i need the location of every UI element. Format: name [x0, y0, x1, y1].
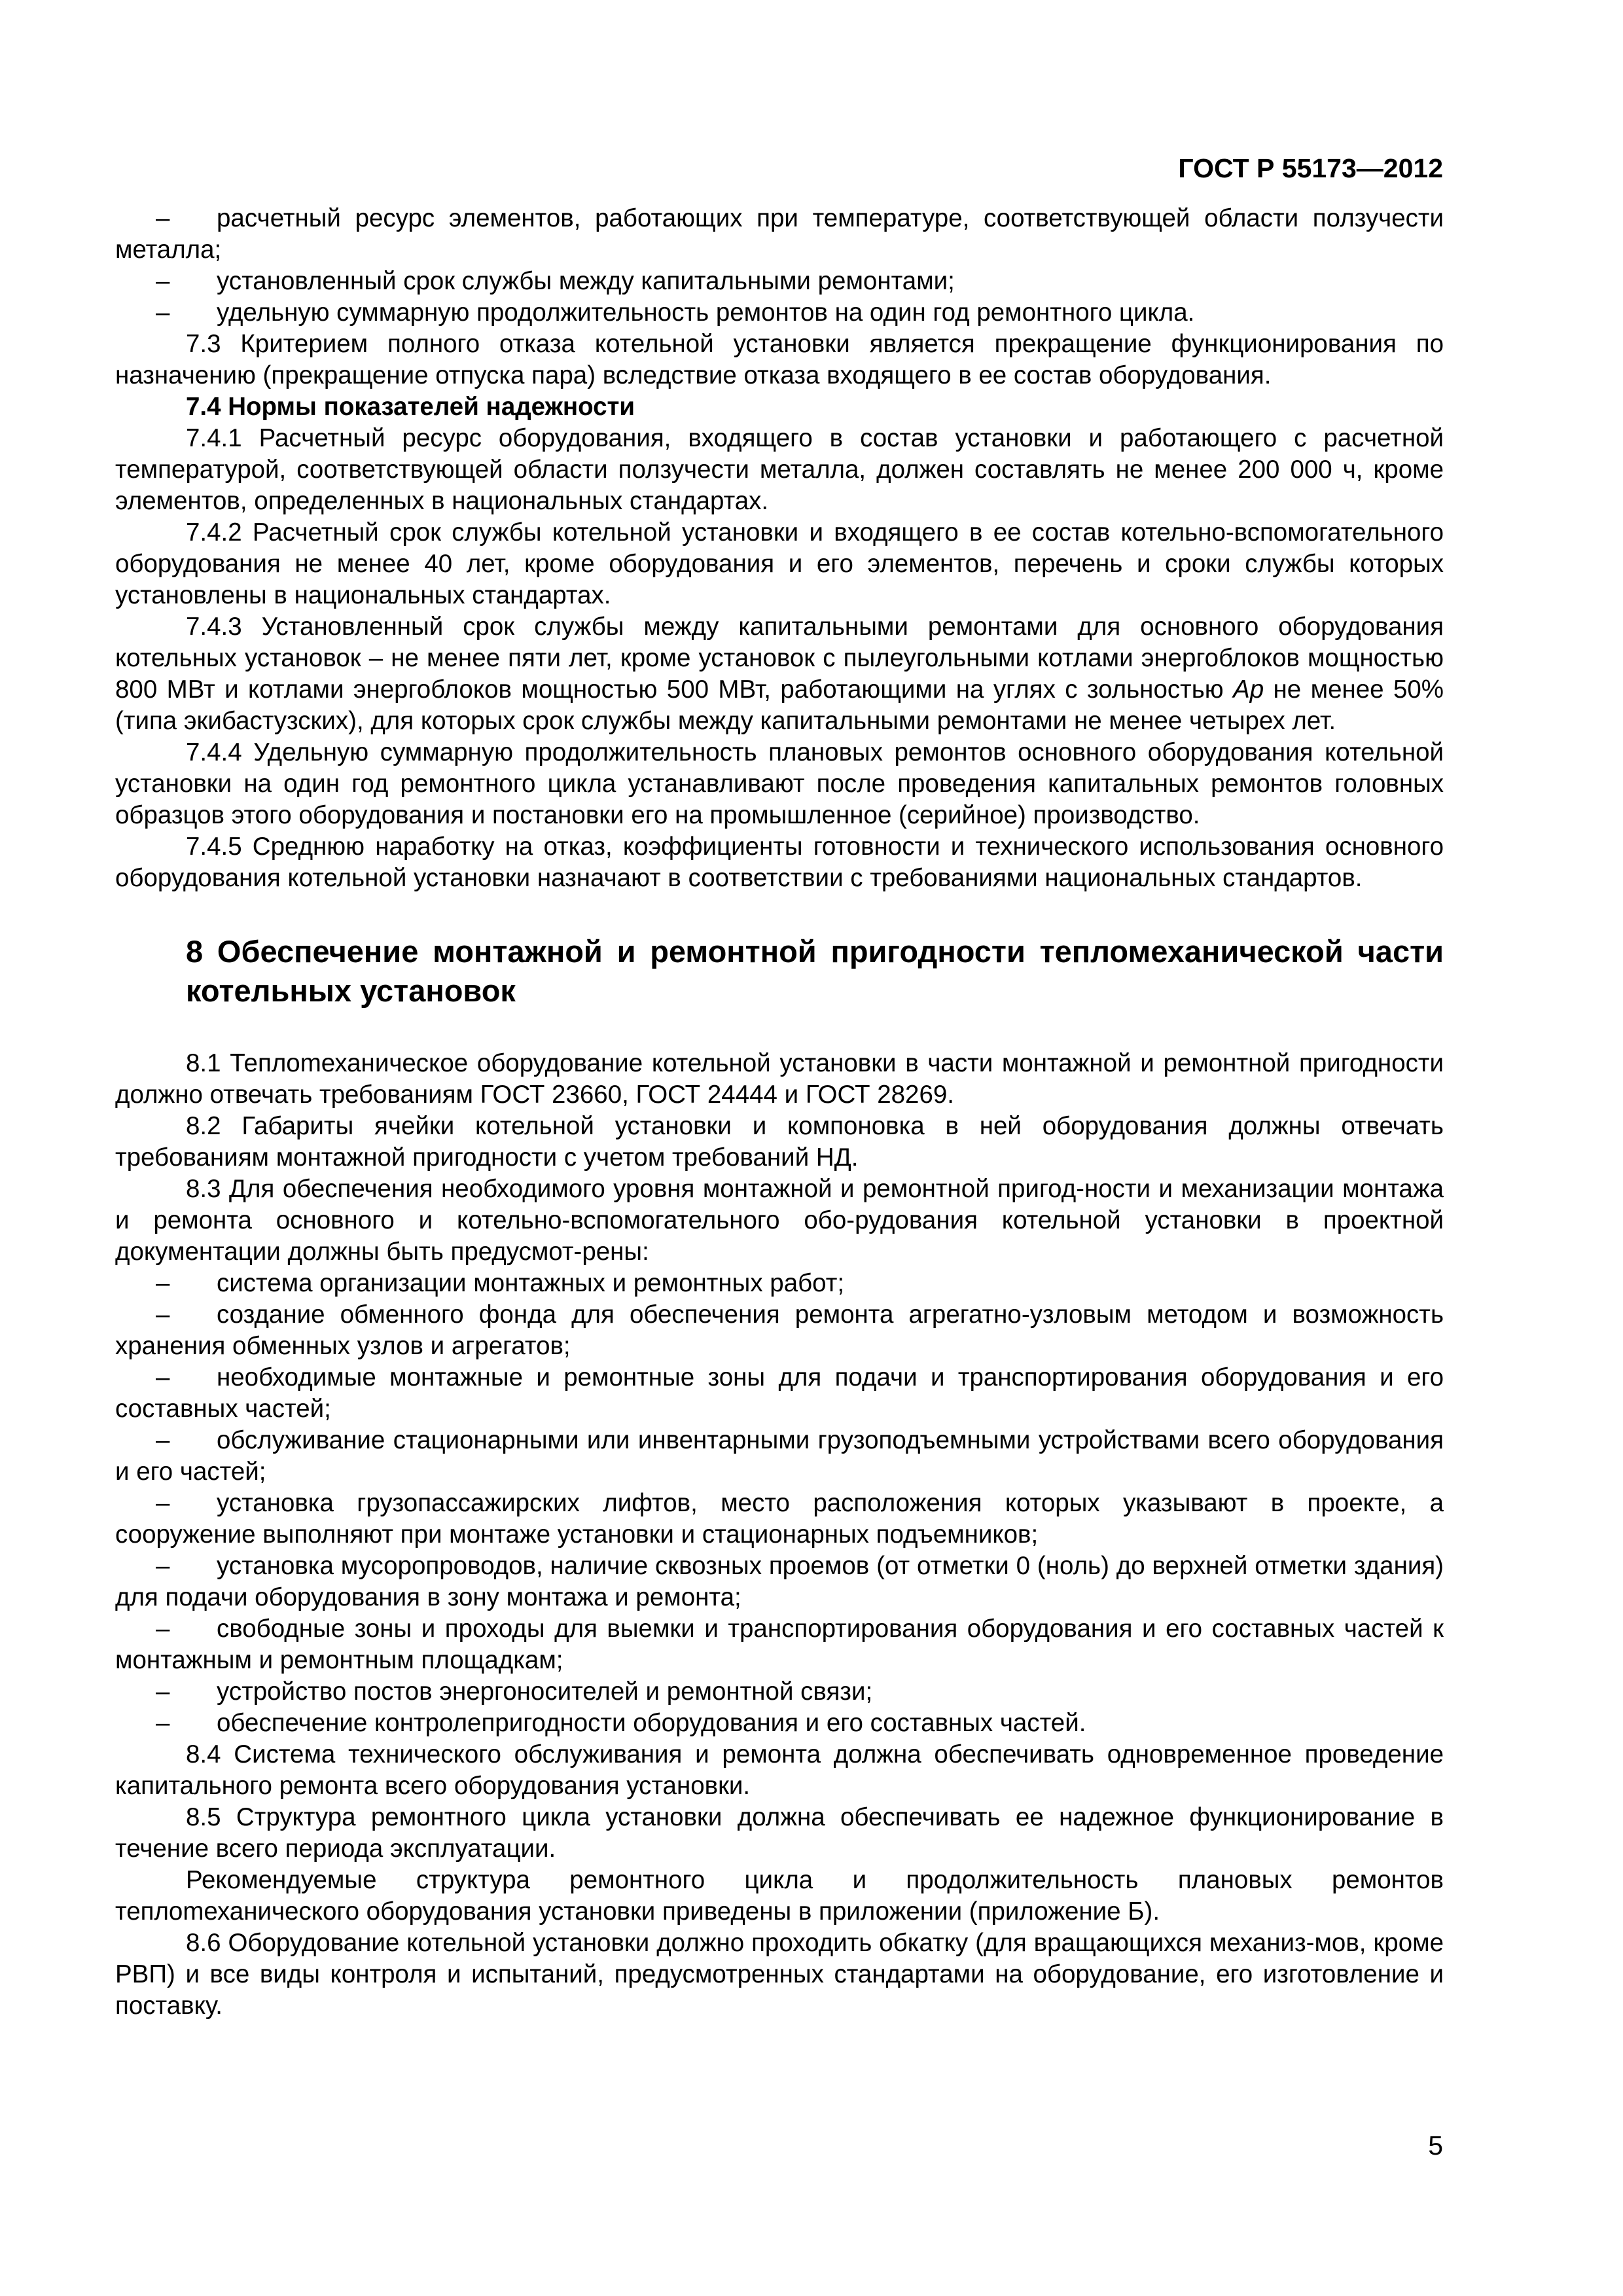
dash-marker: – — [156, 1489, 170, 1517]
document-body — [115, 203, 1444, 2022]
paragraph-7-3: 7.3 Критерием полного отказа котельной установки является прекращение функционирования по назначению (прекращение отпуска пара) вследствие отказа входящего в ее состав оборудования. — [115, 330, 1444, 389]
dash-marker: – — [156, 1363, 170, 1391]
list-item: – устройство постов энергоносителей и ремонтной связи; — [115, 1676, 1444, 1708]
list-item: – обслуживание стационарными или инвентарными грузоподъемными устройствами всего оборудования и его частей; — [115, 1426, 1444, 1486]
paragraph-8-1: 8.1 Теплomеханическое оборудование котельной установки в части монтажной и ремонтной пригодности должно отвечать требованиям ГОСТ 23660, ГОСТ 24444 и ГОСТ 28269. — [115, 1049, 1444, 1109]
list-item: – система организации монтажных и ремонтных работ; — [115, 1268, 1444, 1299]
list-item: – необходимые монтажные и ремонтные зоны для подачи и транспортирования оборудования и его составных частей; — [115, 1363, 1444, 1423]
dash-marker: – — [156, 1615, 170, 1643]
dash-marker: – — [156, 204, 170, 232]
list-item: – установка мусоропроводов, наличие сквозных проемов (от отметки 0 (ноль) до верхней отметки здания) для подачи оборудования в зону монтажа и ремонта; — [115, 1552, 1444, 1611]
dash-marker: – — [156, 267, 170, 295]
list-item: – удельную суммарную продолжительность ремонтов на один год ремонтного цикла. — [115, 297, 1444, 329]
list-item: – обеспечение контролепригодности оборудования и его составных частей. — [115, 1708, 1444, 1739]
subsection-heading-7-4: 7.4 Нормы показателей надежности — [186, 393, 635, 421]
dash-marker: – — [156, 1426, 170, 1454]
dash-marker: – — [156, 1300, 170, 1329]
section-title-8: 8 Обеспечение монтажной и ремонтной пригодности тепломеханической части котельных установок — [186, 934, 1444, 1008]
paragraph-7-4-2: 7.4.2 Расчетный срок службы котельной установки и входящего в ее состав котельно-вспомогательного оборудования не менее 40 лет, кроме оборудования и его элементов, перечень и сроки службы которых установлены в национальных стандартах. — [115, 518, 1444, 609]
paragraph-8-5: 8.5 Структура ремонтного цикла установки должна обеспечивать ее надежное функционирование в течение всего периода эксплуатации. — [115, 1803, 1444, 1863]
dash-marker: – — [156, 1677, 170, 1706]
list-item: – создание обменного фонда для обеспечения ремонта агрегатно-узловым методом и возможность хранения обменных узлов и агрегатов; — [115, 1300, 1444, 1360]
paragraph-8-5-note: Рекомендуемые структура ремонтного цикла и продолжительность плановых ремонтов теплomеханического оборудования установки приведены в приложении (приложение Б). — [115, 1866, 1444, 1926]
italic-symbol: Ap — [1233, 675, 1264, 704]
paragraph-8-6: 8.6 Оборудование котельной установки должно проходить обкатку (для вращающихся механиз-мов, кроме РВП) и все виды контроля и испытаний, предусмотренных стандартами на оборудование, его изготовление и поставку. — [115, 1929, 1444, 2020]
paragraph-8-4: 8.4 Система технического обслуживания и ремонта должна обеспечивать одновременное проведение капитального ремонта всего оборудования установки. — [115, 1740, 1444, 1800]
paragraph-7-4-3: 7.4.3 Установленный срок службы между капитальными ремонтами для основного оборудования котельных установок – не менее пяти лет, кроме установок с пылеугольными котлами энергоблоков мощностью 800 МВт и котлами энергоблоков мощностью 500 МВт, работающими на углях с зольностью Ap не менее 50% (типа экибастузских), для которых срок службы между капитальными ремонтами не менее четырех лет. — [115, 613, 1444, 735]
paragraph-8-3: 8.3 Для обеспечения необходимого уровня монтажной и ремонтной пригод-ности и механизации монтажа и ремонта основного и котельно-вспомогательного обо-рудования котельной установки в проектной документации должны быть предусмот-рены: — [115, 1175, 1444, 1266]
paragraph-7-4-1: 7.4.1 Расчетный ресурс оборудования, входящего в состав установки и работающего с расчетной температурой, соответствующей области ползучести металла, должен составлять не менее 200 000 ч, кроме элементов, определенных в национальных стандартах. — [115, 424, 1444, 515]
list-item: – установленный срок службы между капитальными ремонтами; — [115, 266, 1444, 297]
list-item: – свободные зоны и проходы для выемки и транспортирования оборудования и его составных частей к монтажным и ремонтным площадкам; — [115, 1615, 1444, 1674]
paragraph-7-4-4: 7.4.4 Удельную суммарную продолжительность плановых ремонтов основного оборудования котельной установки на один год ремонтного цикла устанавливают после проведения капитальных ремонтов головных образцов этого оборудования и постановки его на промышленное (серийное) производство. — [115, 738, 1444, 829]
list-item: – расчетный ресурс элементов, работающих при температуре, соответствующей области ползучести металла; — [115, 204, 1444, 264]
page-number: 5 — [1428, 2130, 1443, 2161]
dash-marker: – — [156, 1709, 170, 1737]
dash-marker: – — [156, 1269, 170, 1297]
document-header: ГОСТ Р 55173—2012 — [1178, 153, 1443, 183]
dash-marker: – — [156, 298, 170, 327]
paragraph-8-2: 8.2 Габариты ячейки котельной установки и компоновка в ней оборудования должны отвечать требованиям монтажной пригодности с учетом требований НД. — [115, 1112, 1444, 1172]
paragraph-7-4-5: 7.4.5 Среднюю наработку на отказ, коэффициенты готовности и технического использования основного оборудования котельной установки назначают в соответствии с требованиями национальных стандартов. — [115, 833, 1444, 892]
list-item: – установка грузопассажирских лифтов, место расположения которых указывают в проекте, а сооружение выполняют при монтаже установки и стационарных подъемников; — [115, 1489, 1444, 1549]
dash-marker: – — [156, 1552, 170, 1580]
